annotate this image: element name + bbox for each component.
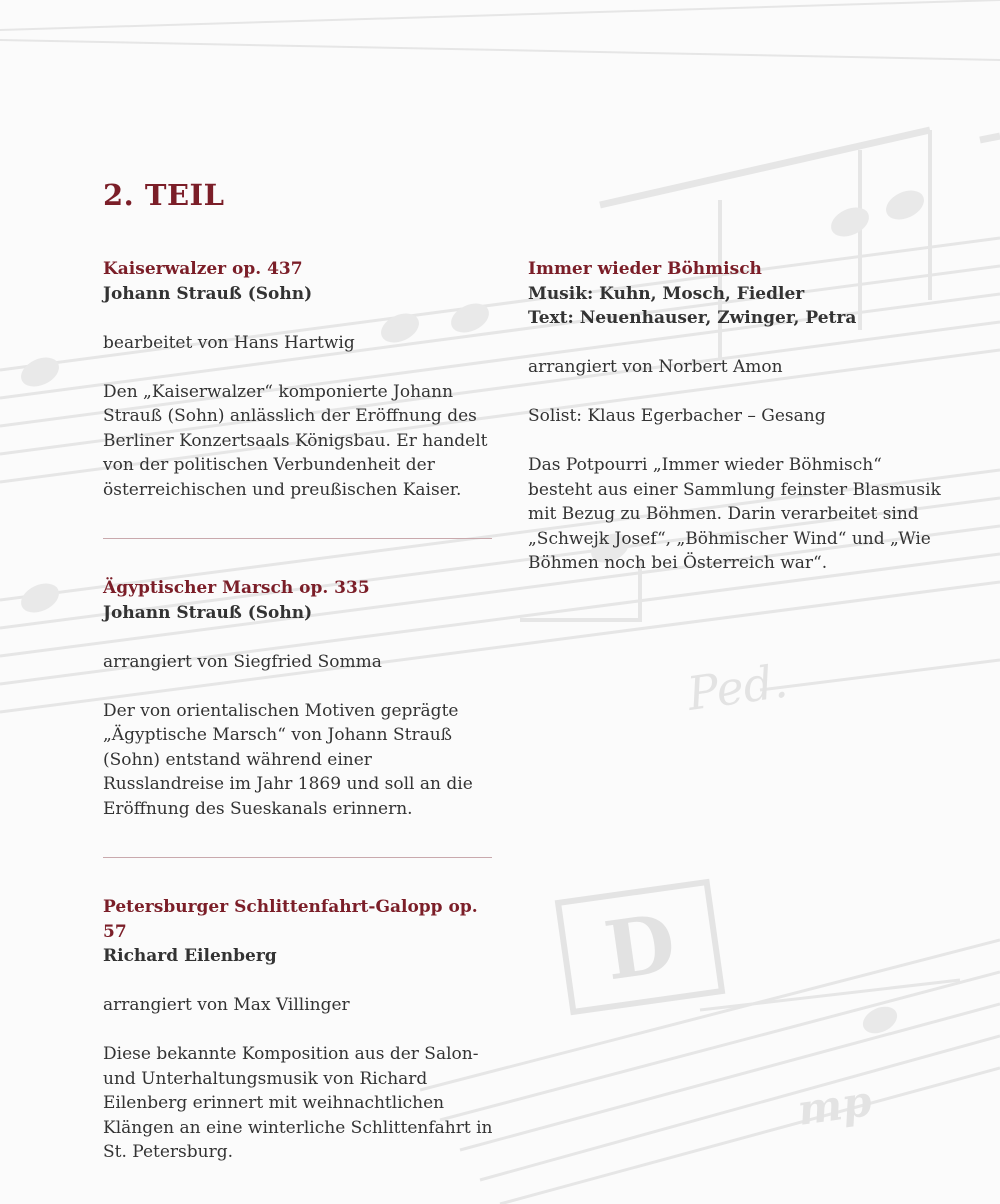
piece-description: Das Potpourri „Immer wieder Böhmisch“ besteht aus einer Sammlung feinster Blasmusik mit Bezug zu Böhmen. Darin verarbeitet sind „Schwejk Josef“, „Böhmischer Wind“ und „Wie Böhmen noch bei Österreich war“. (528, 455, 941, 573)
piece-composer: Richard Eilenberg (103, 946, 277, 966)
piece-title: Ägyptischer Marsch op. 335 (103, 578, 370, 598)
right-column (528, 257, 948, 576)
piece-arranger: arrangiert von Norbert Amon (528, 357, 783, 377)
piece-description: Der von orientalischen Motiven geprägte „Ägyptische Marsch“ von Johann Strauß (Sohn) entstand während einer Russlandreise im Jahr 1869 und soll an die Eröffnung des Sueskanals erinnern. (103, 700, 473, 819)
program-piece (103, 257, 495, 502)
left-column (103, 257, 495, 1165)
piece-arranger: arrangiert von Siegfried Somma (103, 651, 382, 672)
piece-description: Den „Kaiserwalzer“ komponierte Johann Strauß (Sohn) anlässlich der Eröffnung des Berliner Konzertsaals Königsbau. Er handelt von der politischen Verbundenheit der österreichischen und preußischen Kaiser. (103, 381, 488, 500)
piece-title: Kaiserwalzer op. 437 (103, 259, 303, 279)
piece-description: Diese bekannte Komposition aus der Salon- und Unterhaltungsmusik von Richard Eilenberg erinnert mit weihnachtlichen Klängen an eine winterliche Schlittenfahrt in St. Petersburg. (103, 1044, 493, 1162)
separator-line (103, 857, 492, 858)
piece-music-credit: Musik: Kuhn, Mosch, Fiedler (528, 283, 805, 304)
dynamic-mark: mp (794, 1076, 875, 1135)
separator-line (103, 538, 492, 539)
part-title: 2. TEIL (103, 178, 225, 212)
piece-soloist: Solist: Klaus Egerbacher – Gesang (528, 406, 826, 426)
program-piece (103, 576, 495, 821)
program-piece (528, 257, 948, 576)
program-piece (103, 895, 495, 1165)
piece-text-credit: Text: Neuenhauser, Zwinger, Petra (528, 308, 857, 328)
piece-title: Petersburger Schlittenfahrt-Galopp op. 57 (103, 897, 478, 942)
piece-arranger: arrangiert von Max Villinger (103, 995, 350, 1015)
pedal-mark: Ped. (684, 653, 791, 721)
piece-composer: Johann Strauß (Sohn) (103, 283, 313, 304)
piece-composer: Johann Strauß (Sohn) (103, 602, 313, 623)
rehearsal-mark: D (599, 895, 681, 999)
piece-arranger: bearbeitet von Hans Hartwig (103, 332, 355, 353)
piece-title: Immer wieder Böhmisch (528, 259, 762, 279)
